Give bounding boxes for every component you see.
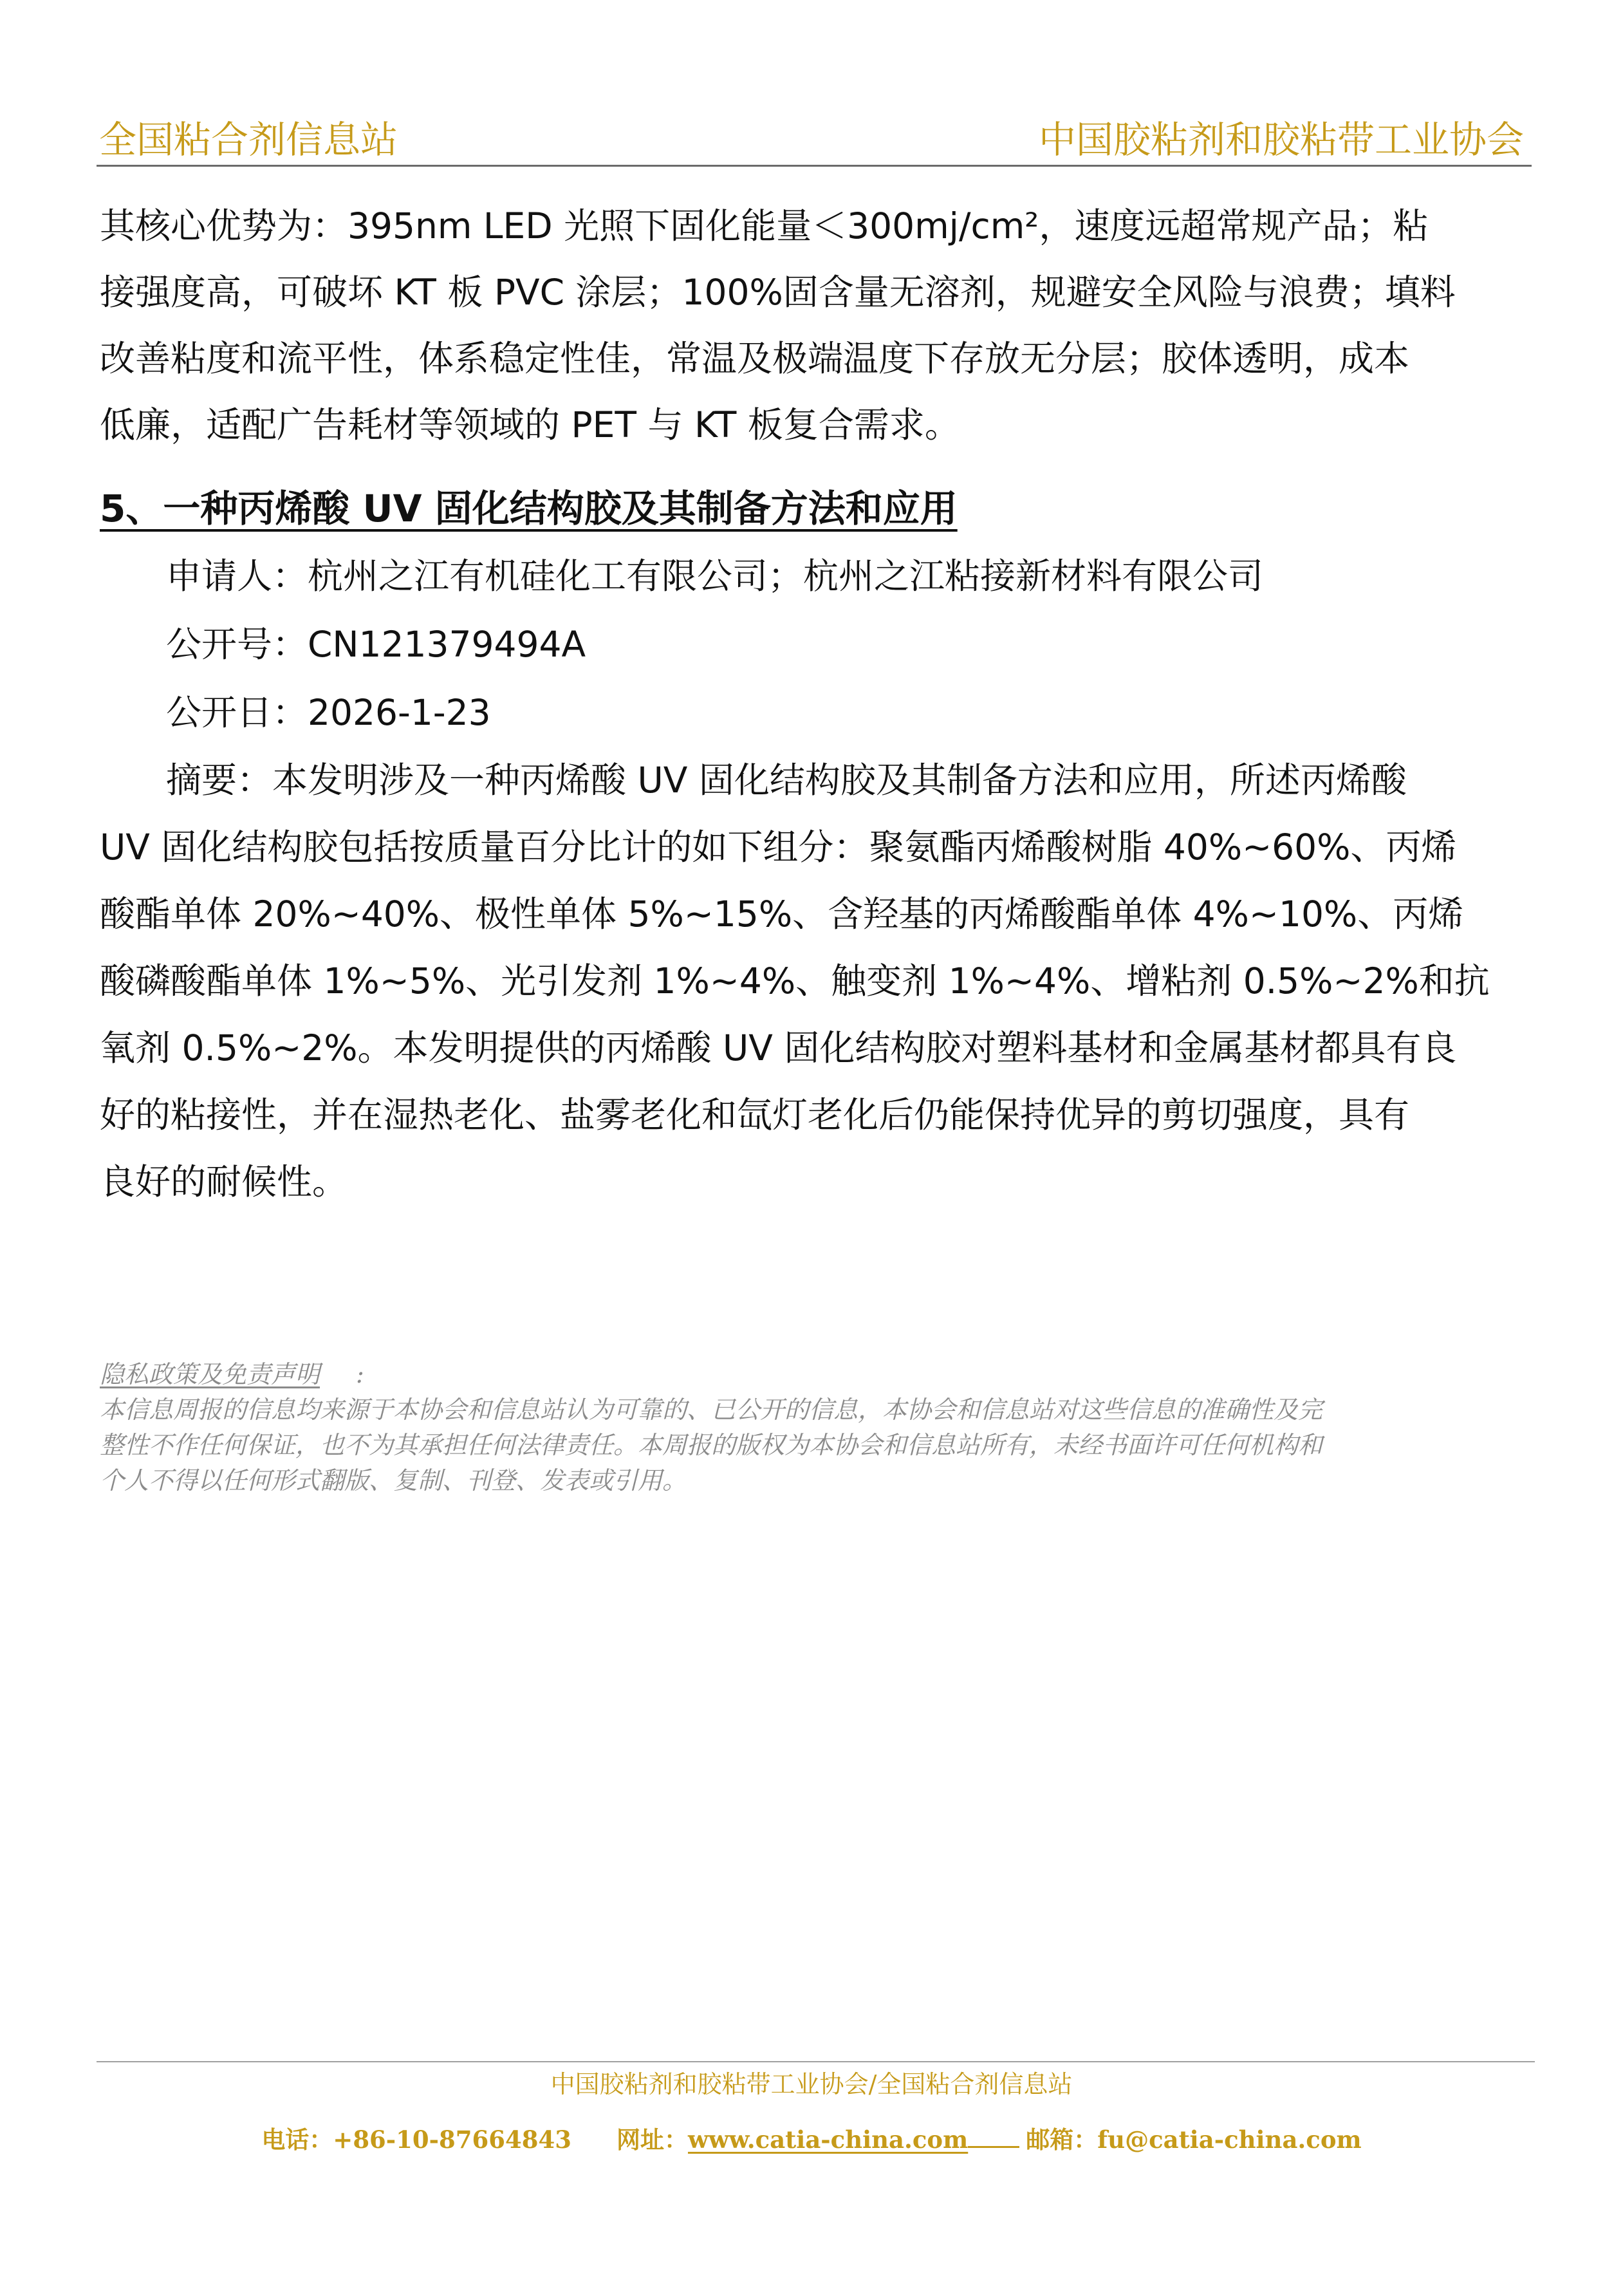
abstract-line: 酸磷酸酯单体 1%~5%、光引发剂 1%~4%、触变剂 1%~4%、增粘剂 0.5%~2%和抗 — [100, 960, 1490, 1002]
disclaimer-line: 个人不得以任何形式翻版、复制、刊登、发表或引用。 — [100, 1466, 687, 1495]
footer-email[interactable]: 邮箱：fu@catia-china.com — [1026, 2125, 1362, 2154]
header-site-name: 全国粘合剂信息站 — [99, 118, 398, 162]
disclaimer-line: 本信息周报的信息均来源于本协会和信息站认为可靠的、已公开的信息，本协会和信息站对这些信息的准确性及完 — [100, 1395, 1323, 1424]
paragraph-line: 改善粘度和流平性，体系稳定性佳，常温及极端温度下存放无分层；胶体透明，成本 — [100, 338, 1410, 379]
footer-website-label: 网址： — [616, 2125, 688, 2154]
applicant-line: 申请人：杭州之江有机硅化工有限公司；杭州之江粘接新材料有限公司 — [166, 555, 1264, 597]
disclaimer-block — [100, 1357, 1535, 1498]
disclaimer-title-colon: : — [356, 1360, 364, 1388]
abstract-paragraph — [100, 747, 1532, 1215]
disclaimer-line: 整性不作任何保证，也不为其承担任何法律责任。本周报的版权为本协会和信息站所有，未经书面许可任何机构和 — [100, 1431, 1323, 1459]
intro-paragraph — [100, 193, 1532, 458]
footer-divider — [97, 2061, 1535, 2062]
abstract-line: 好的粘接性，并在湿热老化、盐雾老化和氙灯老化后仍能保持优异的剪切强度，具有 — [100, 1094, 1410, 1135]
footer-phone: 电话：+86-10-87664843 — [261, 2125, 571, 2154]
footer-website-link[interactable]: www.catia-china.com — [687, 2125, 969, 2154]
abstract-line: 摘要：本发明涉及一种丙烯酸 UV 固化结构胶及其制备方法和应用，所述丙烯酸 — [166, 760, 1407, 801]
footer-organization: 中国胶粘剂和胶粘带工业协会/全国粘合剂信息站 — [550, 2070, 1073, 2098]
paragraph-line: 低廉，适配广告耗材等领域的 PET 与 KT 板复合需求。 — [100, 404, 960, 445]
publication-number-line: 公开号：CN121379494A — [166, 624, 586, 665]
paragraph-line: 其核心优势为：395nm LED 光照下固化能量＜300mj/cm²，速度远超常规产品；粘 — [100, 205, 1429, 247]
abstract-line: 酸酯单体 20%~40%、极性单体 5%~15%、含羟基的丙烯酸酯单体 4%~10%、丙烯 — [100, 893, 1464, 935]
paragraph-line: 接强度高，可破坏 KT 板 PVC 涂层；100%固含量无溶剂，规避安全风险与浪费；填料 — [100, 272, 1456, 313]
section-heading: 5、一种丙烯酸 UV 固化结构胶及其制备方法和应用 — [100, 487, 958, 530]
abstract-line: UV 固化结构胶包括按质量百分比计的如下组分：聚氨酯丙烯酸树脂 40%~60%、丙烯 — [100, 826, 1457, 868]
header-association-name: 中国胶粘剂和胶粘带工业协会 — [1038, 118, 1524, 162]
publication-date-line: 公开日：2026-1-23 — [166, 692, 491, 733]
page-header — [97, 113, 1532, 167]
abstract-line: 氧剂 0.5%~2%。本发明提供的丙烯酸 UV 固化结构胶对塑料基材和金属基材都具有良 — [100, 1027, 1457, 1069]
footer-contact — [0, 2122, 1623, 2158]
disclaimer-title: 隐私政策及免责声明 — [100, 1360, 320, 1388]
abstract-line: 良好的耐候性。 — [100, 1161, 348, 1202]
